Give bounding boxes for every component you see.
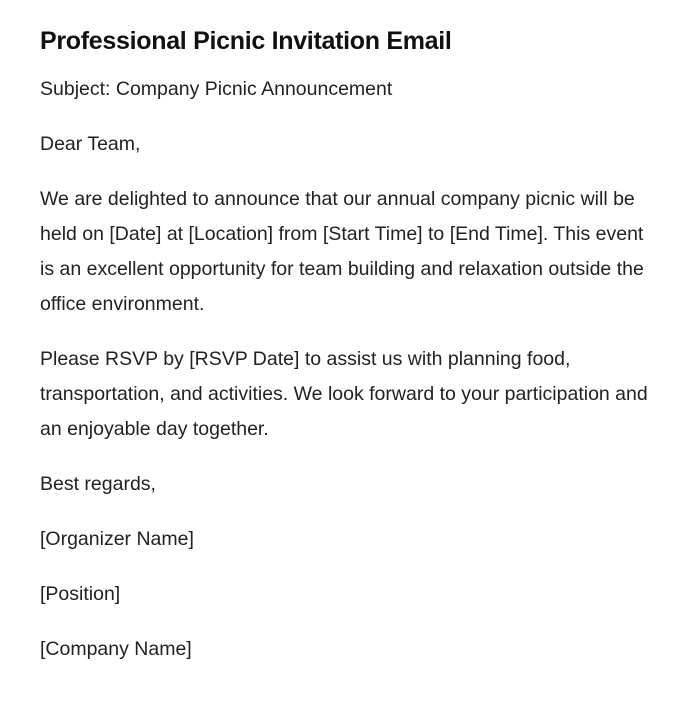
closing: Best regards, [40, 473, 156, 495]
signature-company: [Company Name] [40, 638, 192, 660]
subject-line: Subject: Company Picnic Announcement [40, 78, 393, 100]
signature-name: [Organizer Name] [40, 528, 194, 550]
body-paragraph: We are delighted to announce that our annual company picnic will be held on [Date] at [Location] from [Start Time] to [End Time]. This event is an excellent opportunity for team building and relaxation outside the office environment. [40, 188, 644, 315]
body-paragraph: Please RSVP by [RSVP Date] to assist us with planning food, transportation, and activities. We look forward to your participation and an enjoyable day together. [40, 348, 648, 440]
greeting: Dear Team, [40, 133, 141, 155]
page-title: Professional Picnic Invitation Email [40, 27, 452, 55]
signature-position: [Position] [40, 583, 121, 605]
